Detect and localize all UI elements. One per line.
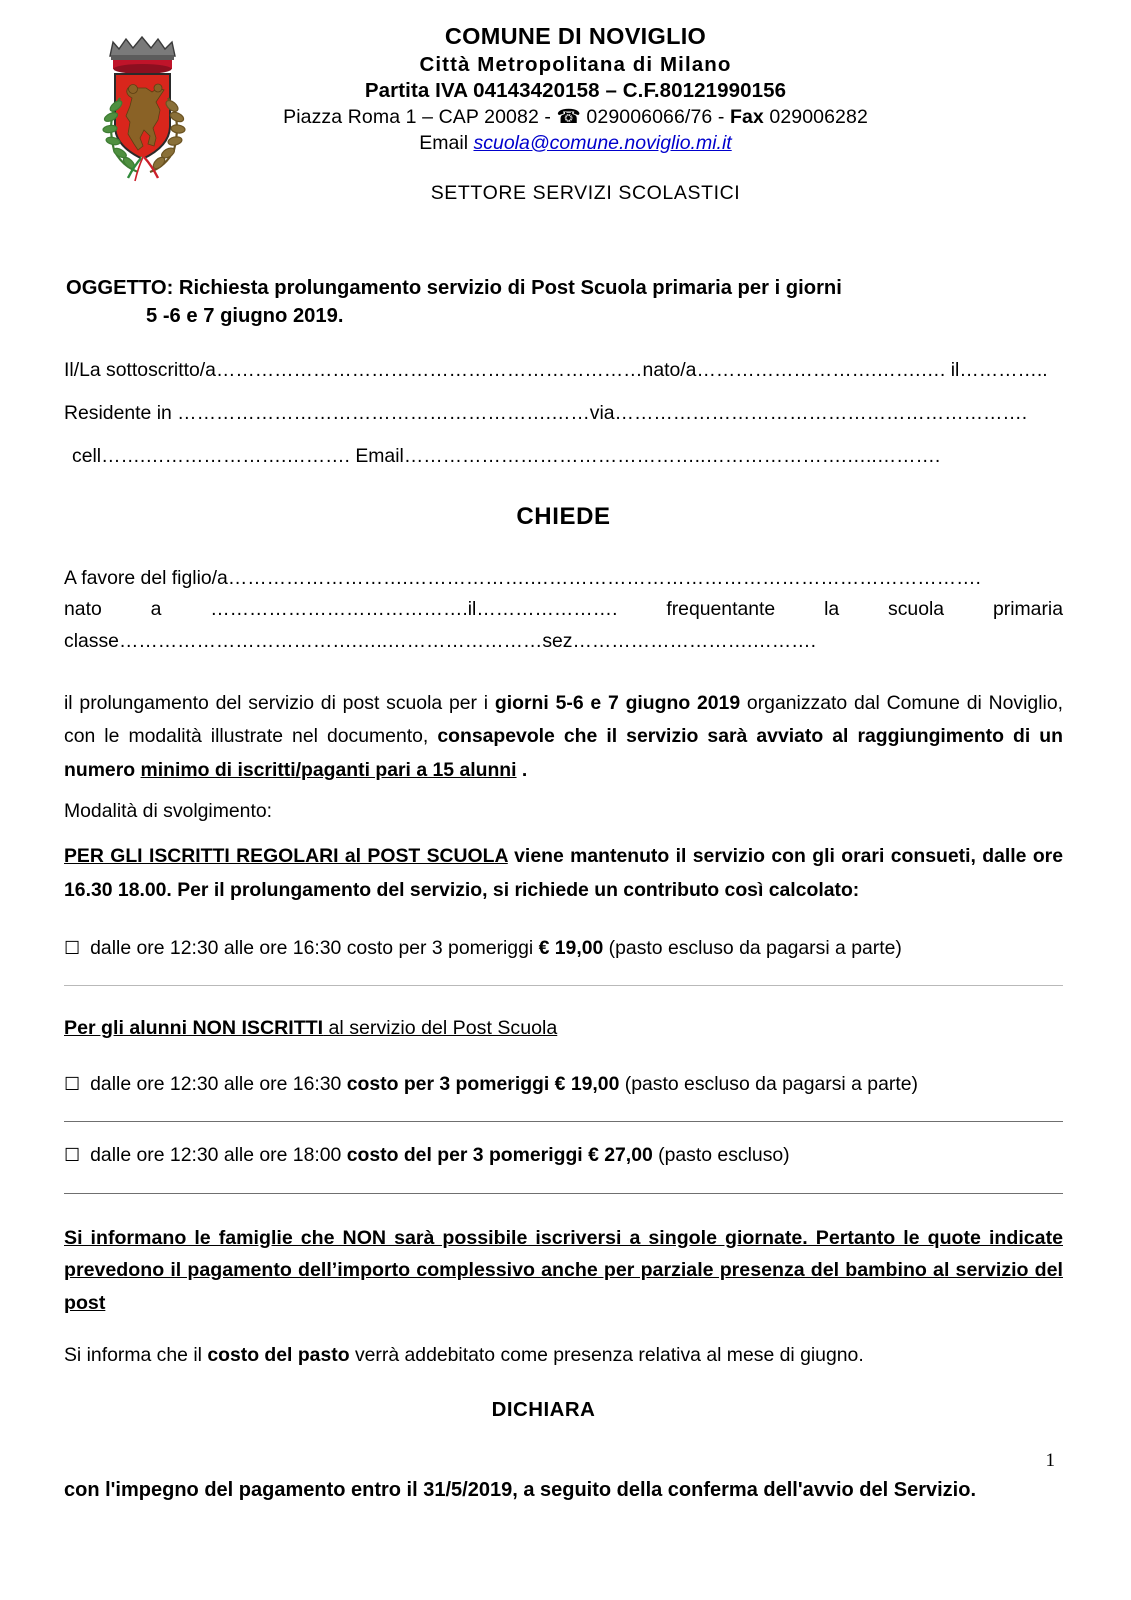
request-text-2: organizzato dal Comune di Noviglio, con le modalità illustrate nel documento, (64, 692, 1063, 748)
option-iscritti-price: € 19,00 (538, 936, 604, 959)
subject-line-2: 5 -6 e 7 giugno 2019. (146, 305, 344, 328)
applicant-residence-field-line[interactable]: Residente in ………………………………………………….……via………………………………………………………. (64, 403, 1028, 424)
meal-cost-text-2: verrà addebitato come presenza relativa al mese di giugno. (349, 1344, 864, 1367)
applicant-name-field-line[interactable]: Il/La sottoscritto/a…………………………………………………………nato/a……………………….…….…. il………….. (64, 360, 1048, 380)
child-class-field-line[interactable]: classe……………………………….…..……………………sez……………………….………. (64, 629, 816, 652)
meal-cost-text-1: Si informa che il (64, 1344, 208, 1367)
dichiara-heading: DICHIARA (491, 1399, 596, 1422)
organization-address (60, 105, 1091, 131)
request-minimum-underlined: minimo di iscritti/paganti pari a 15 alunni (140, 758, 517, 781)
document-body (0, 274, 1131, 1505)
subject-line-1: OGGETTO: Richiesta prolungamento servizio di Post Scuola primaria per i giorni (66, 277, 842, 299)
option-non-iscritti-2-price: costo del per 3 pomeriggi € 27,00 (346, 1144, 653, 1167)
separator-line-1 (64, 985, 1063, 986)
option-non-iscritti-1[interactable] (64, 1069, 1063, 1099)
child-birth-field-line[interactable]: nato a ………………………………….il…………………. frequentante la scuola primaria (64, 598, 1063, 621)
checkbox-icon[interactable]: ☐ (64, 937, 81, 958)
option-non-iscritti-1-text-1: dalle ore 12:30 alle ore 16:30 (90, 1073, 347, 1096)
child-name-field-line[interactable]: A favore del figlio/a……………………….……………….……………………………………………………………. (64, 566, 981, 589)
separator-line-3 (64, 1193, 1063, 1194)
iscritti-regolari-heading: PER GLI ISCRITTI REGOLARI al POST SCUOLA (64, 844, 508, 867)
department-title: SETTORE SERVIZI SCOLASTICI (430, 182, 741, 205)
request-paragraph (64, 687, 1063, 787)
iscritti-regolari-text: viene mantenuto il servizio con gli orari consueti, dalle ore 16.30 18.00. Per il prolungamento del servizio, si richiede un contributo così calcolato: (64, 844, 1063, 901)
email-label: Email (419, 131, 474, 154)
subject-block (64, 274, 1063, 331)
child-fields-block (64, 563, 1063, 657)
applicant-contact-field-line[interactable]: cell…….………………….………. Email………………………………………..………………….…..………. (72, 447, 941, 467)
request-dates: giorni 5-6 e 7 giugno 2019 (494, 692, 741, 715)
phone-number: 029006066/76 - (580, 105, 730, 128)
checkbox-icon[interactable]: ☐ (64, 1145, 81, 1166)
coat-of-arms-icon (80, 26, 205, 191)
payment-commitment-paragraph: con l'impegno del pagamento entro il 31/5/2019, a seguito della conferma dell'avvio del Servizio. (64, 1478, 977, 1501)
non-iscritti-heading (64, 1014, 1063, 1043)
non-iscritti-heading-normal: al servizio del Post Scuola (323, 1016, 558, 1039)
request-bold-2: consapevole che il servizio sarà avviato al raggiungimento di un numero (64, 725, 1063, 781)
option-non-iscritti-1-price: costo per 3 pomeriggi € 19,00 (346, 1073, 620, 1096)
phone-icon: ☎ (556, 105, 581, 128)
option-iscritti-text-1: dalle ore 12:30 alle ore 16:30 costo per 3 pomeriggi (90, 936, 539, 959)
address-text: Piazza Roma 1 – CAP 20082 - (283, 105, 557, 128)
non-iscritti-heading-bold: Per gli alunni NON ISCRITTI (64, 1016, 324, 1039)
fax-number: 029006282 (763, 105, 868, 128)
iscritti-regolari-paragraph (64, 839, 1063, 907)
option-non-iscritti-2-text-2: (pasto escluso) (652, 1144, 790, 1167)
page-number: 1 (1045, 1450, 1055, 1471)
option-iscritti-text-2: (pasto escluso da pagarsi a parte) (603, 936, 902, 959)
separator-line-2 (64, 1121, 1063, 1122)
organization-name: COMUNE DI NOVIGLIO (444, 23, 707, 49)
meal-cost-bold: costo del pasto (207, 1344, 350, 1367)
organization-subtitle: Città Metropolitana di Milano (419, 52, 732, 76)
checkbox-icon[interactable]: ☐ (64, 1074, 81, 1095)
option-non-iscritti-1-text-2: (pasto escluso da pagarsi a parte) (619, 1073, 918, 1096)
document-header (0, 0, 1131, 205)
modalita-label: Modalità di svolgimento: (64, 800, 273, 823)
option-iscritti-regolari[interactable] (64, 933, 1063, 963)
meal-cost-info (64, 1341, 1063, 1370)
request-bold-3: . (516, 758, 528, 781)
option-non-iscritti-2[interactable] (64, 1140, 1063, 1170)
request-text-1: il prolungamento del servizio di post scuola per i (64, 692, 495, 715)
chiede-heading: CHIEDE (516, 502, 611, 530)
organization-email-line (60, 131, 1091, 157)
email-link[interactable]: scuola@comune.noviglio.mi.it (473, 131, 732, 154)
fax-label: Fax (729, 105, 764, 128)
organization-vat: Partita IVA 04143420158 – C.F.80121990156 (364, 79, 787, 103)
families-notice: Si informano le famiglie che NON sarà possibile iscriversi a singole giornate. Pertanto le quote indicate prevedono il pagamento dell’importo complessivo anche per parziale presenza del bambino al servizio del post (64, 1226, 1063, 1314)
option-non-iscritti-2-text-1: dalle ore 12:30 alle ore 18:00 (90, 1144, 347, 1167)
